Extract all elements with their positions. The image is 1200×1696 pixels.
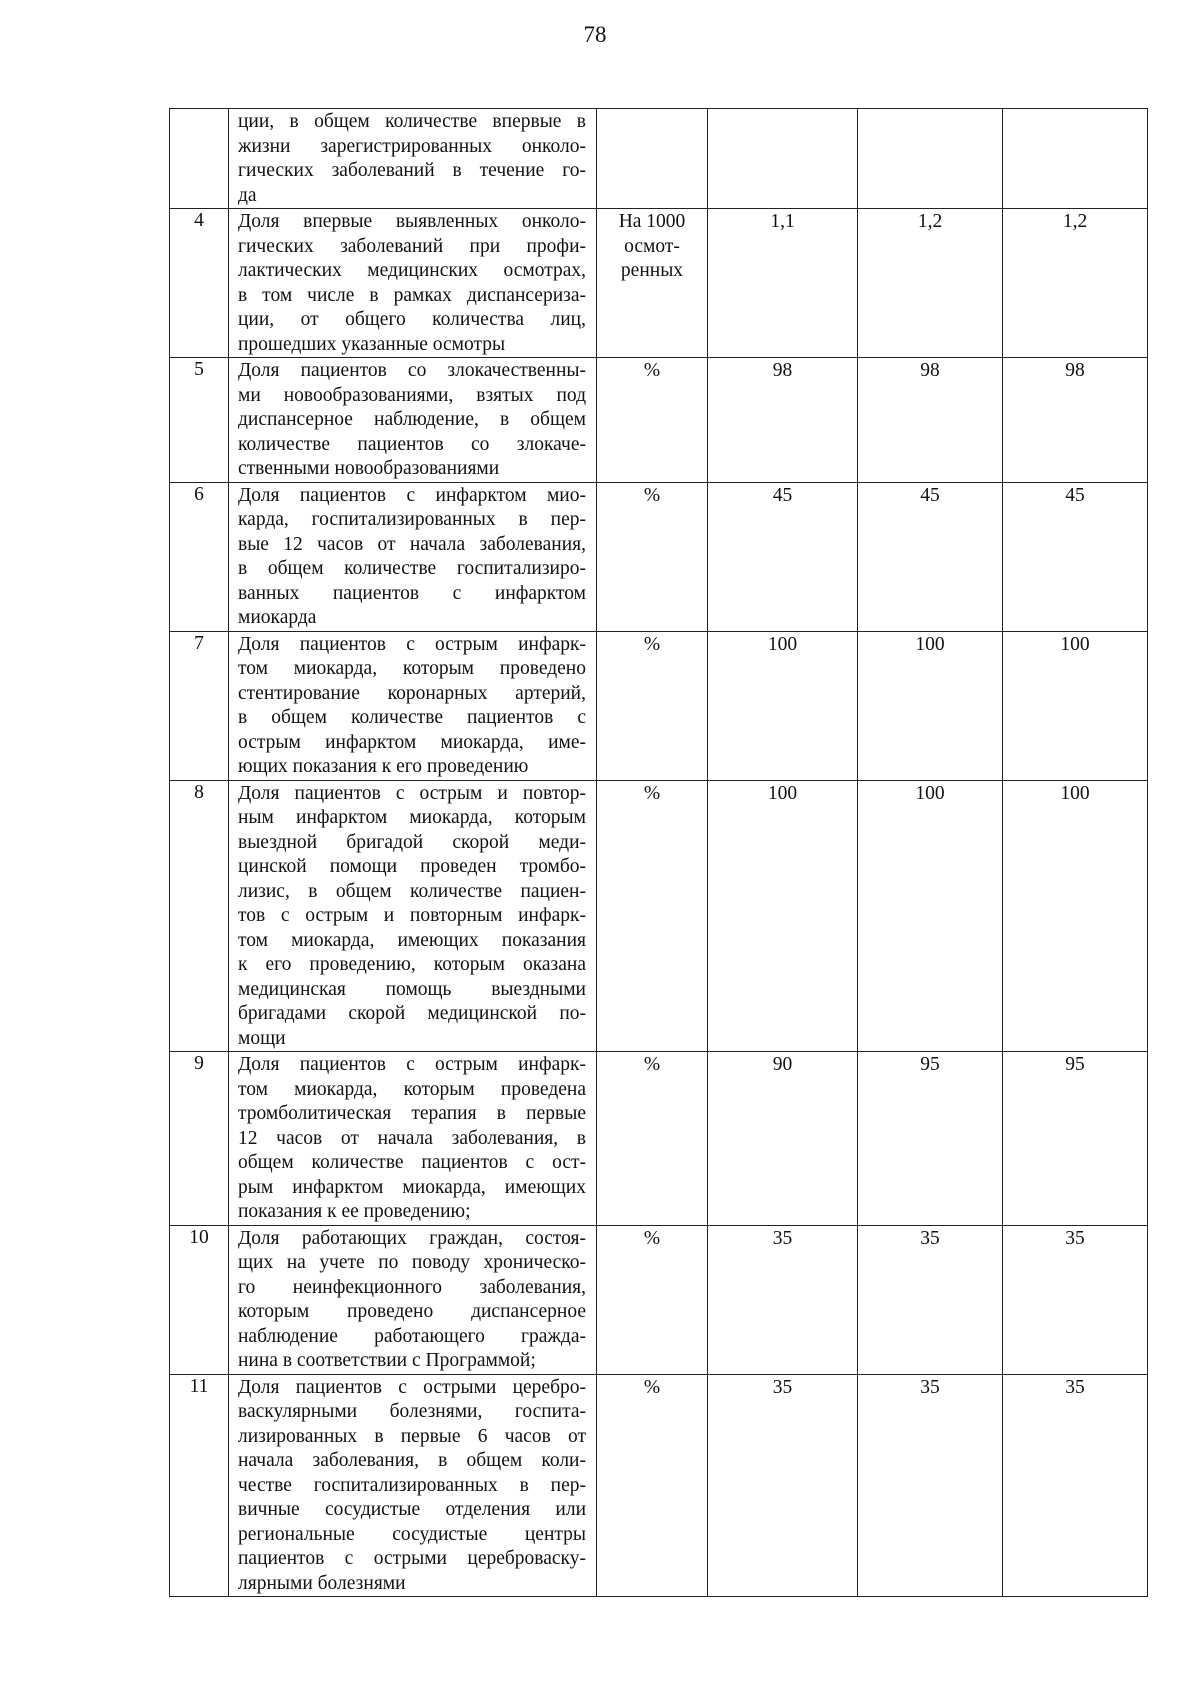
indicator-name-line: го неинфекционного заболевания, [238, 1276, 586, 1298]
target-value-3: 45 [1003, 482, 1148, 631]
row-number: 9 [170, 1052, 229, 1226]
target-value-1: 100 [708, 780, 858, 1052]
target-value-3 [1003, 109, 1148, 209]
indicator-name-line: выездной бригадой скорой меди- [238, 831, 586, 853]
unit-line: На 1000 [618, 211, 686, 232]
unit-line: % [643, 1376, 661, 1398]
unit-line: % [643, 782, 661, 804]
indicator-name [229, 358, 597, 483]
indicator-name-line: честве госпитализированных в пер- [238, 1474, 586, 1496]
table-row [170, 780, 1148, 1052]
indicator-name-line: Доля пациентов с острыми церебро- [238, 1376, 586, 1398]
indicator-name-line: лизис, в общем количестве пациен- [238, 880, 586, 902]
indicator-name-line: показания к ее проведению; [238, 1201, 471, 1222]
indicator-name-line: 12 часов от начала заболевания, в [238, 1127, 586, 1149]
target-value-3: 98 [1003, 358, 1148, 483]
indicator-name [229, 1052, 597, 1226]
indicator-name-line: Доля работающих граждан, состоя- [238, 1227, 586, 1249]
row-number: 10 [170, 1225, 229, 1374]
indicator-name-line: лизированных в первые 6 часов от [238, 1425, 586, 1447]
indicator-name-line: тромболитическая терапия в первые [238, 1103, 586, 1124]
indicator-name-line: наблюдение работающего гражда- [238, 1325, 586, 1347]
target-value-2: 35 [858, 1225, 1003, 1374]
indicator-name-line: цинской помощи проведен тромбо- [238, 856, 586, 877]
indicator-name-line: Доля пациентов с острым инфарк- [238, 1054, 586, 1075]
table-row [170, 1374, 1148, 1597]
indicator-name-line: бригадами скорой медицинской по- [238, 1003, 586, 1024]
indicator-name-line: ственными новообразованиями [238, 458, 500, 479]
indicator-name-line: Доля пациентов с острым и повтор- [238, 782, 586, 804]
target-value-2 [858, 109, 1003, 209]
row-number: 5 [170, 358, 229, 483]
indicators-table [169, 108, 1148, 1597]
unit-line: % [643, 360, 661, 381]
indicator-name-line: вые 12 часов от начала заболевания, [238, 533, 586, 555]
table-row [170, 209, 1148, 358]
unit-of-measure [597, 1225, 708, 1374]
indicator-name-line: прошедших указанные осмотры [238, 333, 506, 355]
row-number: 4 [170, 209, 229, 358]
target-value-3: 95 [1003, 1052, 1148, 1226]
indicator-name-line: рым инфарктом миокарда, имеющих [238, 1176, 586, 1198]
target-value-3: 35 [1003, 1374, 1148, 1597]
target-value-1: 90 [708, 1052, 858, 1226]
indicator-name-line: нина в соответствии с Программой; [238, 1350, 536, 1371]
target-value-3: 100 [1003, 780, 1148, 1052]
target-value-3: 35 [1003, 1225, 1148, 1374]
row-number: 8 [170, 780, 229, 1052]
indicator-name [229, 1225, 597, 1374]
unit-of-measure [597, 482, 708, 631]
indicator-name [229, 631, 597, 780]
page-number: 78 [583, 22, 607, 47]
row-number: 6 [170, 482, 229, 631]
indicator-name-line: ции, от общего количества лиц, [238, 309, 586, 330]
indicator-name-line: стентирование коронарных артерий, [238, 682, 586, 704]
unit-of-measure [597, 109, 708, 209]
indicator-name-line: тов с острым и повторным инфарк- [238, 905, 586, 926]
target-value-1: 35 [708, 1225, 858, 1374]
indicator-name-line: том миокарда, которым проведено [238, 658, 586, 679]
unit-line: % [643, 1227, 661, 1249]
indicator-name-line: гических заболеваний при профи- [238, 235, 586, 257]
table-row [170, 631, 1148, 780]
target-value-1: 35 [708, 1374, 858, 1597]
indicator-name-line: ющих показания к его проведению [238, 756, 529, 777]
target-value-1: 98 [708, 358, 858, 483]
target-value-3: 1,2 [1003, 209, 1148, 358]
indicator-name-line: да [238, 184, 257, 206]
indicator-name-line: к его проведению, которым оказана [238, 954, 586, 975]
indicator-name [229, 482, 597, 631]
target-value-1 [708, 109, 858, 209]
target-value-2: 98 [858, 358, 1003, 483]
indicator-name-line: жизни зарегистрированных онколо- [238, 135, 586, 157]
table-row [170, 1052, 1148, 1226]
indicator-name-line: Доля пациентов со злокачественны- [238, 360, 586, 381]
indicator-name-line: пациентов с острыми цереброваску- [238, 1548, 586, 1569]
indicators-table-body [170, 109, 1148, 1597]
indicator-name-line: лактических медицинских осмотрах, [238, 260, 586, 281]
target-value-1: 1,1 [708, 209, 858, 358]
indicator-name-line: ванных пациентов с инфарктом [238, 582, 586, 604]
row-number [170, 109, 229, 209]
unit-of-measure [597, 780, 708, 1052]
indicator-name-line: гических заболеваний в течение го- [238, 160, 586, 181]
indicator-name-line: медицинская помощь выездными [238, 978, 586, 1000]
target-value-2: 45 [858, 482, 1003, 631]
indicator-name-line: вичные сосудистые отделения или [238, 1499, 586, 1520]
indicator-name-line: Доля пациентов с инфарктом мио- [238, 484, 586, 506]
indicator-name-line: ции, в общем количестве впервые в [238, 111, 586, 132]
row-number: 7 [170, 631, 229, 780]
indicator-name-line: в общем количестве пациентов с [238, 707, 586, 728]
target-value-2: 95 [858, 1052, 1003, 1226]
unit-line: % [643, 633, 661, 655]
indicator-name-line: Доля пациентов с острым инфарк- [238, 633, 586, 655]
indicator-name-line: том миокарда, которым проведена [238, 1078, 586, 1100]
target-value-1: 100 [708, 631, 858, 780]
indicator-name-line: начала заболевания, в общем коли- [238, 1450, 586, 1471]
indicator-name-line: карда, госпитализированных в пер- [238, 509, 586, 530]
indicator-name-line: том миокарда, имеющих показания [238, 929, 586, 951]
indicator-name-line: ным инфарктом миокарда, которым [238, 807, 586, 828]
indicator-name-line: которым проведено диспансерное [238, 1301, 586, 1322]
indicator-name-line: в общем количестве госпитализиро- [238, 558, 586, 579]
unit-of-measure [597, 1374, 708, 1597]
indicator-name [229, 1374, 597, 1597]
target-value-2: 100 [858, 631, 1003, 780]
target-value-2: 1,2 [858, 209, 1003, 358]
table-row [170, 1225, 1148, 1374]
target-value-1: 45 [708, 482, 858, 631]
unit-of-measure [597, 1052, 708, 1226]
indicator-name-line: щих на учете по поводу хроническо- [238, 1252, 586, 1273]
indicator-name-line: лярными болезнями [238, 1572, 406, 1594]
indicator-name-line: васкулярными болезнями, госпита- [238, 1401, 586, 1422]
unit-of-measure [597, 631, 708, 780]
indicator-name [229, 209, 597, 358]
unit-of-measure [597, 209, 708, 358]
indicator-name-line: региональные сосудистые центры [238, 1523, 586, 1545]
indicator-name [229, 780, 597, 1052]
row-number: 11 [170, 1374, 229, 1597]
indicator-name-line: диспансерное наблюдение, в общем [238, 409, 586, 430]
indicator-name-line: количестве пациентов со злокаче- [238, 433, 586, 455]
unit-line: осмот- [624, 235, 680, 257]
target-value-2: 35 [858, 1374, 1003, 1597]
indicator-name-line: миокарда [238, 607, 317, 628]
indicator-name-line: Доля впервые выявленных онколо- [238, 211, 586, 232]
target-value-2: 100 [858, 780, 1003, 1052]
table-row [170, 482, 1148, 631]
unit-of-measure [597, 358, 708, 483]
indicator-name-line: общем количестве пациентов с ост- [238, 1152, 586, 1173]
table-row [170, 358, 1148, 483]
indicator-name [229, 109, 597, 209]
unit-line: ренных [620, 260, 684, 281]
unit-line: % [643, 1054, 661, 1075]
table-row [170, 109, 1148, 209]
indicator-name-line: острым инфарктом миокарда, име- [238, 731, 586, 753]
indicator-name-line: мощи [238, 1027, 286, 1049]
indicator-name-line: ми новообразованиями, взятых под [238, 384, 586, 406]
unit-line: % [643, 484, 661, 506]
target-value-3: 100 [1003, 631, 1148, 780]
indicator-name-line: в том числе в рамках диспансериза- [238, 284, 586, 306]
